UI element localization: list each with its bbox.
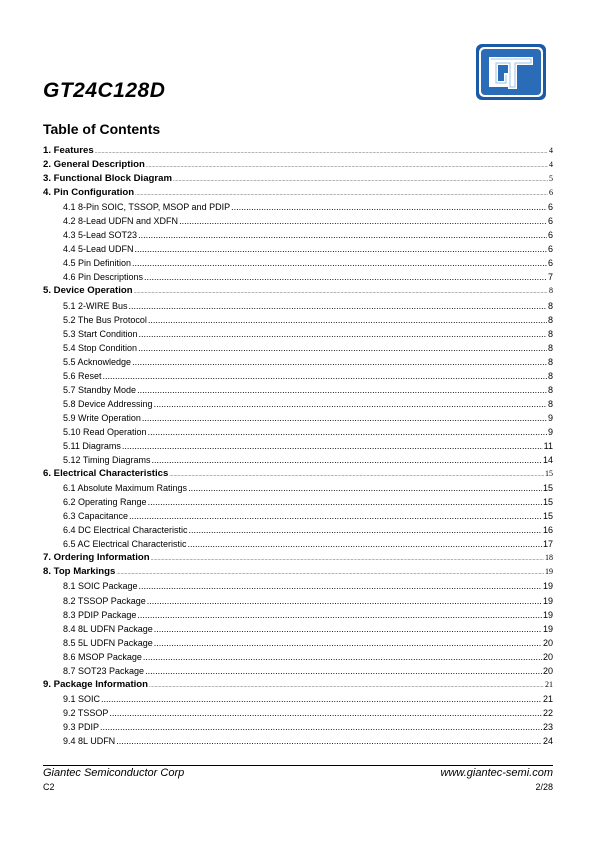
toc-entry-page: 20	[542, 665, 553, 676]
toc-entry-page: 20	[542, 637, 553, 648]
toc-entry-page: 6	[547, 230, 553, 241]
toc-entry-page: 19	[542, 595, 553, 606]
toc-entry-page: 6	[547, 244, 553, 255]
toc-entry-page: 8	[547, 342, 553, 353]
toc-entry-label: 8.3 PDIP Package	[63, 609, 137, 620]
toc-entry[interactable]	[43, 720, 553, 734]
toc-entry[interactable]	[43, 411, 553, 425]
toc-leader-dots	[137, 383, 547, 397]
toc-leader-dots	[129, 509, 542, 523]
toc-entry-page: 8	[547, 328, 553, 339]
footer-page-number: 2/28	[535, 782, 553, 792]
toc-leader-dots	[132, 256, 547, 270]
toc-entry-page: 15	[545, 469, 553, 479]
toc-entry[interactable]	[43, 537, 553, 551]
toc-entry-label: 3. Functional Block Diagram	[43, 173, 173, 185]
toc-entry-label: 5.5 Acknowledge	[63, 356, 132, 367]
toc-entry-page: 21	[542, 693, 553, 704]
toc-entry[interactable]	[43, 425, 553, 439]
toc-entry-label: 9. Package Information	[43, 678, 149, 690]
toc-leader-dots	[147, 594, 542, 608]
toc-leader-dots	[169, 468, 544, 482]
toc-entry-label: 7. Ordering Information	[43, 552, 150, 564]
toc-entry[interactable]	[43, 565, 553, 579]
toc-entry-page: 19	[542, 623, 553, 634]
toc-entry-page: 15	[542, 497, 553, 508]
toc-entry-label: 4.3 5-Lead SOT23	[63, 230, 138, 241]
toc-leader-dots	[231, 200, 547, 214]
toc-entry-label: 8.7 SOT23 Package	[63, 665, 145, 676]
toc-heading: Table of Contents	[43, 121, 161, 137]
toc-entry[interactable]	[43, 692, 553, 706]
toc-entry-label: 4. Pin Configuration	[43, 187, 135, 199]
document-title: GT24C128D	[43, 79, 166, 102]
toc-entry-page: 20	[542, 651, 553, 662]
toc-leader-dots	[101, 692, 542, 706]
toc-entry[interactable]	[43, 678, 553, 692]
toc-entry[interactable]	[43, 256, 553, 270]
toc-entry-label: 9.4 8L UDFN	[63, 735, 116, 746]
toc-entry-page: 15	[542, 511, 553, 522]
toc-entry[interactable]	[43, 284, 553, 298]
table-of-contents	[43, 144, 553, 748]
toc-entry[interactable]	[43, 467, 553, 481]
toc-entry[interactable]	[43, 313, 553, 327]
toc-entry-label: 6. Electrical Characteristics	[43, 468, 169, 480]
toc-entry[interactable]	[43, 397, 553, 411]
toc-leader-dots	[100, 720, 542, 734]
toc-entry[interactable]	[43, 622, 553, 636]
toc-leader-dots	[148, 425, 547, 439]
toc-entry[interactable]	[43, 481, 553, 495]
toc-leader-dots	[145, 664, 542, 678]
toc-entry-page: 4	[549, 146, 553, 155]
toc-leader-dots	[137, 608, 542, 622]
toc-entry-label: 8.4 8L UDFN Package	[63, 623, 153, 634]
toc-entry-page: 22	[542, 707, 553, 718]
toc-entry[interactable]	[43, 706, 553, 720]
toc-leader-dots	[189, 523, 542, 537]
toc-entry-page: 8	[547, 370, 553, 381]
toc-entry-label: 5.4 Stop Condition	[63, 342, 138, 353]
toc-leader-dots	[116, 734, 542, 748]
toc-entry-page: 4	[549, 160, 553, 170]
toc-entry-page: 8	[549, 286, 553, 296]
toc-entry[interactable]	[43, 242, 553, 256]
giantec-logo-icon	[475, 43, 547, 101]
toc-leader-dots	[129, 299, 547, 313]
toc-entry[interactable]	[43, 214, 553, 228]
toc-entry-page: 15	[542, 483, 553, 494]
toc-entry[interactable]	[43, 495, 553, 509]
toc-entry-label: 6.3 Capacitance	[63, 511, 129, 522]
toc-entry[interactable]	[43, 341, 553, 355]
toc-leader-dots	[103, 369, 547, 383]
toc-entry-page: 9	[547, 426, 553, 437]
toc-leader-dots	[179, 214, 547, 228]
toc-entry-label: 8.6 MSOP Package	[63, 651, 142, 662]
toc-leader-dots	[139, 579, 542, 593]
toc-entry-page: 21	[545, 679, 553, 689]
toc-entry-label: 5.1 2-WIRE Bus	[63, 300, 128, 311]
toc-entry-label: 4.1 8-Pin SOIC, TSSOP, MSOP and PDIP	[63, 202, 231, 213]
toc-leader-dots	[95, 145, 548, 159]
toc-entry-page: 6	[547, 202, 553, 213]
toc-entry[interactable]	[43, 439, 553, 453]
toc-entry-label: 1. Features	[43, 145, 94, 156]
toc-leader-dots	[173, 173, 548, 187]
toc-entry-label: 5.6 Reset	[63, 370, 102, 381]
toc-entry-label: 8.2 TSSOP Package	[63, 595, 146, 606]
toc-entry-page: 6	[547, 216, 553, 227]
toc-entry[interactable]	[43, 509, 553, 523]
toc-entry-page: 18	[545, 553, 553, 563]
toc-entry-label: 5.11 Diagrams	[63, 440, 121, 451]
toc-entry[interactable]	[43, 228, 553, 242]
toc-leader-dots	[154, 397, 547, 411]
toc-entry-label: 5.2 The Bus Protocol	[63, 314, 147, 325]
toc-leader-dots	[151, 552, 544, 566]
footer-website[interactable]: www.giantec-semi.com	[440, 767, 553, 779]
toc-entry-label: 2. General Description	[43, 159, 145, 171]
toc-entry-label: 6.2 Operating Range	[63, 497, 147, 508]
toc-leader-dots	[188, 537, 542, 551]
toc-leader-dots	[143, 650, 542, 664]
toc-entry-page: 8	[547, 398, 553, 409]
toc-leader-dots	[109, 706, 542, 720]
toc-entry-page: 17	[542, 539, 553, 550]
footer-company: Giantec Semiconductor Corp	[43, 767, 185, 779]
toc-entry-label: 6.5 AC Electrical Characteristic	[63, 539, 187, 550]
toc-leader-dots	[154, 636, 542, 650]
toc-entry-page: 6	[547, 258, 553, 269]
toc-entry[interactable]	[43, 327, 553, 341]
toc-entry-page: 9	[547, 412, 553, 423]
toc-entry-label: 4.5 Pin Definition	[63, 258, 132, 269]
toc-entry-label: 5.10 Read Operation	[63, 426, 147, 437]
toc-leader-dots	[144, 270, 547, 284]
toc-entry-page: 16	[542, 525, 553, 536]
toc-entry-page: 8	[547, 356, 553, 367]
toc-leader-dots	[146, 159, 548, 173]
toc-entry-label: 9.1 SOIC	[63, 693, 101, 704]
toc-entry-page: 7	[547, 272, 553, 283]
toc-entry-label: 6.1 Absolute Maximum Ratings	[63, 483, 188, 494]
toc-entry-label: 5.3 Start Condition	[63, 328, 138, 339]
toc-entry-label: 4.2 8-Lead UDFN and XDFN	[63, 216, 179, 227]
toc-entry[interactable]	[43, 355, 553, 369]
toc-entry[interactable]	[43, 144, 553, 158]
toc-entry-label: 8. Top Markings	[43, 566, 116, 578]
toc-entry[interactable]	[43, 579, 553, 593]
toc-entry[interactable]	[43, 650, 553, 664]
toc-leader-dots	[188, 481, 542, 495]
toc-entry[interactable]	[43, 158, 553, 172]
toc-leader-dots	[142, 411, 547, 425]
toc-entry[interactable]	[43, 636, 553, 650]
toc-leader-dots	[135, 242, 547, 256]
toc-entry-page: 19	[542, 581, 553, 592]
toc-entry-page: 14	[542, 455, 553, 466]
toc-entry-page: 19	[542, 609, 553, 620]
toc-leader-dots	[116, 566, 544, 580]
toc-entry-label: 9.2 TSSOP	[63, 707, 109, 718]
toc-entry[interactable]	[43, 200, 553, 214]
toc-entry-page: 24	[542, 735, 553, 746]
toc-entry-label: 4.4 5-Lead UDFN	[63, 244, 134, 255]
toc-entry[interactable]	[43, 734, 553, 748]
toc-entry[interactable]	[43, 551, 553, 565]
toc-entry-label: 6.4 DC Electrical Characteristic	[63, 525, 188, 536]
toc-entry-label: 5.9 Write Operation	[63, 412, 141, 423]
toc-leader-dots	[122, 439, 543, 453]
toc-leader-dots	[132, 355, 547, 369]
toc-entry-label: 5. Device Operation	[43, 285, 133, 297]
toc-entry-page: 6	[549, 188, 553, 198]
toc-entry-label: 8.5 5L UDFN Package	[63, 637, 153, 648]
toc-entry[interactable]	[43, 608, 553, 622]
toc-entry[interactable]	[43, 299, 553, 313]
toc-entry-label: 5.8 Device Addressing	[63, 398, 153, 409]
toc-leader-dots	[138, 341, 547, 355]
toc-entry[interactable]	[43, 523, 553, 537]
footer-divider	[43, 765, 553, 766]
toc-leader-dots	[139, 327, 547, 341]
toc-leader-dots	[134, 285, 548, 299]
toc-entry[interactable]	[43, 664, 553, 678]
toc-entry-label: 9.3 PDIP	[63, 721, 100, 732]
toc-leader-dots	[135, 187, 548, 201]
toc-entry-label: 4.6 Pin Descriptions	[63, 272, 144, 283]
toc-leader-dots	[152, 453, 542, 467]
toc-entry-page: 8	[547, 384, 553, 395]
toc-entry-label: 8.1 SOIC Package	[63, 581, 138, 592]
toc-entry[interactable]	[43, 453, 553, 467]
toc-entry-page: 8	[547, 314, 553, 325]
toc-entry-page: 11	[543, 440, 553, 451]
toc-entry-label: 5.7 Standby Mode	[63, 384, 137, 395]
toc-leader-dots	[148, 313, 547, 327]
toc-entry[interactable]	[43, 594, 553, 608]
toc-entry-page: 8	[547, 300, 553, 311]
toc-entry-page: 19	[545, 567, 553, 577]
toc-entry-page: 23	[542, 721, 553, 732]
toc-entry-label: 5.12 Timing Diagrams	[63, 455, 151, 466]
footer-revision: C2	[43, 782, 55, 792]
toc-entry[interactable]	[43, 383, 553, 397]
toc-leader-dots	[138, 228, 547, 242]
toc-entry[interactable]	[43, 369, 553, 383]
toc-entry[interactable]	[43, 270, 553, 284]
toc-leader-dots	[149, 679, 544, 693]
toc-entry[interactable]	[43, 186, 553, 200]
toc-leader-dots	[154, 622, 542, 636]
toc-entry[interactable]	[43, 172, 553, 186]
toc-entry-page: 5	[549, 174, 553, 184]
toc-leader-dots	[148, 495, 542, 509]
